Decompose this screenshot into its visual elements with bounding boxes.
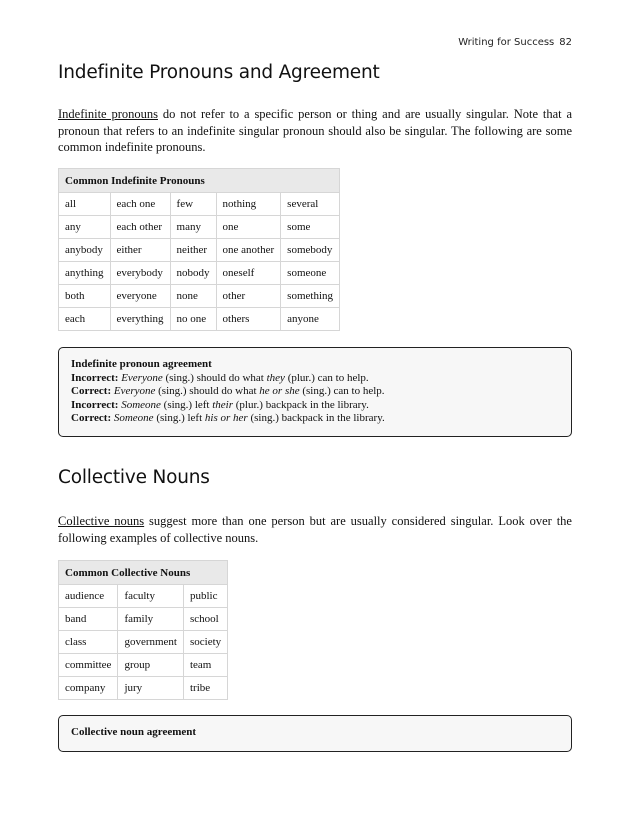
table-cell: everyone (110, 285, 170, 308)
table-cell: society (183, 631, 227, 654)
table-row (59, 608, 228, 631)
table-cell: faculty (118, 585, 184, 608)
example-text: (sing.) should do what (162, 371, 267, 384)
table-cell: audience (59, 585, 118, 608)
table-cell: some (281, 216, 340, 239)
table-row (59, 193, 340, 216)
table-row (59, 216, 340, 239)
table-cell: something (281, 285, 340, 308)
example-text: (plur.) backpack in the library. (233, 398, 369, 411)
table-cell: anything (59, 262, 111, 285)
example-text: (sing.) can to help. (299, 385, 385, 397)
table-cell: one (216, 216, 281, 239)
table-cell: somebody (281, 239, 340, 262)
table-cell: tribe (183, 677, 227, 700)
example-label: Correct: (71, 412, 112, 424)
collective-nouns-table (58, 560, 228, 700)
table-cell: both (59, 285, 111, 308)
table-cell: one another (216, 239, 281, 262)
collective-nouns-link[interactable]: Collective nouns (58, 514, 145, 528)
example-subject: Someone (113, 412, 154, 424)
indefinite-pronouns-link[interactable]: Indefinite pronouns (58, 107, 158, 121)
example-line (71, 412, 559, 426)
indefinite-pronouns-table (58, 168, 340, 331)
table-cell: anyone (281, 308, 340, 331)
example-text: (plur.) can to help. (284, 371, 369, 384)
table-cell: group (118, 654, 184, 677)
example-line (71, 385, 559, 399)
table-cell: nothing (216, 193, 281, 216)
table-cell: no one (170, 308, 216, 331)
table-cell: jury (118, 677, 184, 700)
running-header (458, 37, 572, 48)
table-row (59, 677, 228, 700)
table-cell: none (170, 285, 216, 308)
table-caption: Common Indefinite Pronouns (59, 169, 340, 193)
box-title: Collective noun agreement (71, 726, 197, 738)
table-cell: oneself (216, 262, 281, 285)
page-number: 82 (559, 37, 572, 48)
table-cell: class (59, 631, 118, 654)
table-cell: few (170, 193, 216, 216)
table-cell: several (281, 193, 340, 216)
example-text: (sing.) left (160, 398, 213, 411)
table-cell: everybody (110, 262, 170, 285)
indefinite-pronouns-intro (58, 106, 572, 156)
table-cell: government (118, 631, 184, 654)
table-row (59, 239, 340, 262)
table-cell: company (59, 677, 118, 700)
table-cell: other (216, 285, 281, 308)
table-row (59, 654, 228, 677)
example-line (71, 399, 559, 413)
collective-nouns-intro (58, 513, 572, 546)
table-row (59, 585, 228, 608)
table-row (59, 631, 228, 654)
book-title: Writing for Success (458, 37, 555, 48)
indefinite-pronoun-agreement-box (58, 347, 572, 437)
table-cell: family (118, 608, 184, 631)
intro-text: suggest more than one person but are usually considered singular. Look over the following examples of collective nouns. (58, 514, 572, 545)
table-cell: each (59, 308, 111, 331)
table-cell: all (59, 193, 111, 216)
example-subject: Everyone (121, 371, 163, 384)
table-cell: others (216, 308, 281, 331)
example-subject: Someone (121, 398, 161, 411)
example-label: Correct: (71, 385, 112, 397)
table-cell: band (59, 608, 118, 631)
table-caption: Common Collective Nouns (59, 561, 228, 585)
table-cell: anybody (59, 239, 111, 262)
table-cell: someone (281, 262, 340, 285)
example-pronoun: their (212, 398, 234, 411)
table-cell: team (183, 654, 227, 677)
table-cell: each other (110, 216, 170, 239)
table-cell: committee (59, 654, 118, 677)
example-pronoun: they (266, 371, 285, 384)
table-row (59, 308, 340, 331)
intro-text: do not refer to a specific person or thing and are usually singular. Note that a pronoun that refers to an indefinite singular pronoun should also be singular. The following are some common indefinite pronouns. (58, 107, 573, 154)
table-cell: nobody (170, 262, 216, 285)
table-cell: public (183, 585, 227, 608)
box-title: Indefinite pronoun agreement (71, 358, 212, 370)
section-heading-collective-nouns: Collective Nouns (58, 467, 210, 488)
table-cell: neither (170, 239, 216, 262)
table-cell: any (59, 216, 111, 239)
example-label: Incorrect: (71, 398, 119, 411)
table-cell: either (110, 239, 170, 262)
example-pronoun: his or her (204, 412, 248, 424)
table-row (59, 285, 340, 308)
table-cell: each one (110, 193, 170, 216)
example-pronoun: he or she (259, 385, 300, 397)
example-text: (sing.) left (153, 412, 205, 424)
table-cell: many (170, 216, 216, 239)
example-subject: Everyone (113, 385, 156, 397)
table-cell: everything (110, 308, 170, 331)
example-label: Incorrect: (71, 371, 119, 384)
table-cell: school (183, 608, 227, 631)
section-heading-indefinite-pronouns: Indefinite Pronouns and Agreement (58, 62, 380, 83)
example-text: (sing.) backpack in the library. (247, 412, 385, 424)
collective-noun-agreement-box (58, 715, 572, 752)
table-row (59, 262, 340, 285)
example-line (71, 372, 559, 386)
example-text: (sing.) should do what (155, 385, 260, 397)
